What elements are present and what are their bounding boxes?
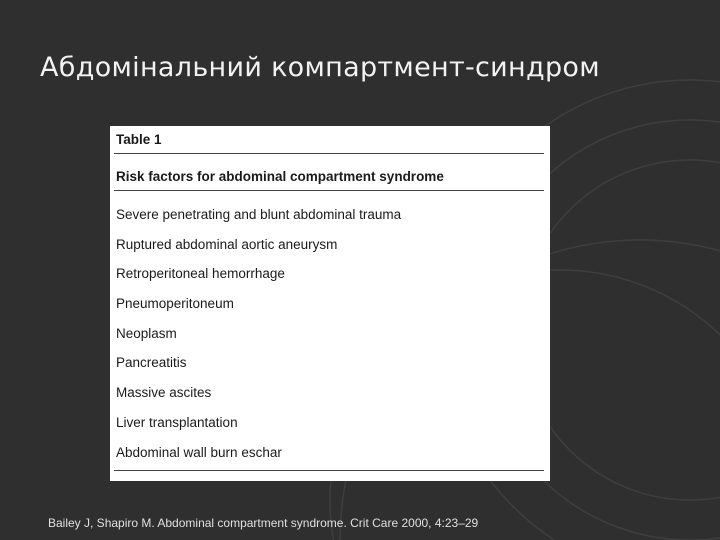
list-item: Ruptured abdominal aortic aneurysm [116, 236, 338, 252]
table-caption: Risk factors for abdominal compartment syndrome [116, 169, 444, 184]
slide-title: Абдомінальний компартмент-синдром [40, 52, 600, 83]
citation: Bailey J, Shapiro M. Abdominal compartment syndrome. Crit Care 2000, 4:23–29 [48, 516, 479, 530]
table-label: Table 1 [116, 132, 162, 147]
risk-factor-list [116, 207, 401, 474]
table-bottom-rule [114, 470, 544, 471]
list-item: Liver transplantation [116, 414, 238, 430]
list-item: Pneumoperitoneum [116, 296, 234, 312]
table-figure [110, 126, 550, 481]
list-item: Pancreatitis [116, 355, 187, 371]
list-item: Retroperitoneal hemorrhage [116, 266, 285, 282]
table-top-rule [114, 153, 544, 154]
list-item: Severe penetrating and blunt abdominal trauma [116, 207, 402, 222]
list-item: Massive ascites [116, 385, 212, 401]
list-item: Neoplasm [116, 325, 177, 341]
table-header-rule [114, 190, 544, 191]
list-item: Abdominal wall burn eschar [116, 444, 282, 460]
